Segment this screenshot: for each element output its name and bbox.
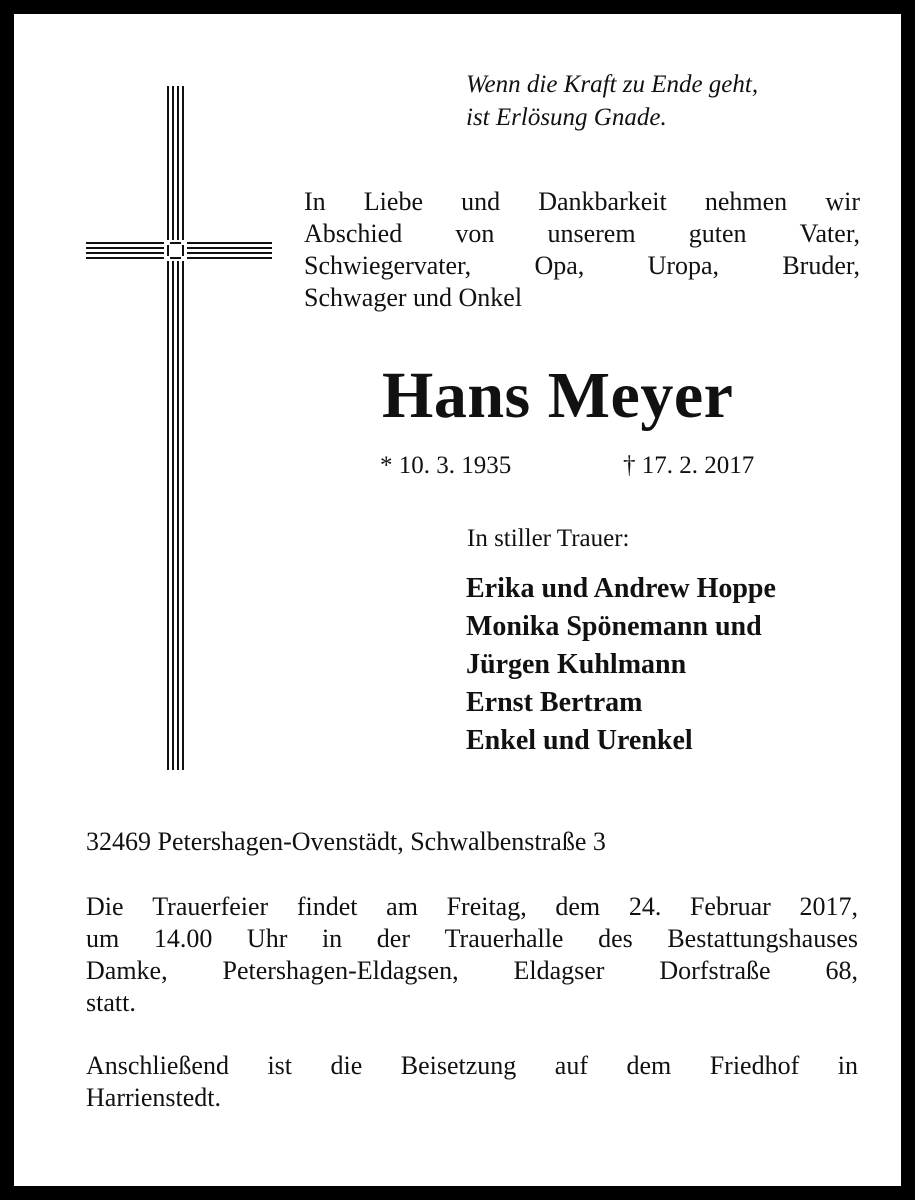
motto	[466, 68, 856, 134]
ceremony-text	[86, 891, 858, 1019]
burial-text	[86, 1050, 858, 1114]
ceremony-word: Die	[86, 892, 124, 921]
ceremony-word: Trauerfeier	[152, 892, 269, 921]
burial-word: die	[330, 1051, 363, 1080]
burial-word: ist	[267, 1051, 293, 1080]
intro-word: Opa,	[534, 251, 585, 280]
ceremony-word: der	[376, 924, 410, 953]
motto-line: ist Erlösung Gnade.	[466, 104, 667, 131]
deceased-name: Hans Meyer	[382, 359, 734, 432]
mourner-name: Enkel und Urenkel	[466, 725, 693, 756]
burial-word: Anschließend	[86, 1051, 229, 1080]
ceremony-word: dem	[555, 892, 601, 921]
mourner-name: Jürgen Kuhlmann	[466, 649, 687, 680]
address-line: 32469 Petershagen-Ovenstädt, Schwalbenstraße 3	[86, 827, 606, 856]
intro-text	[304, 186, 860, 314]
ceremony-word: Petershagen-Eldagsen,	[222, 956, 459, 985]
intro-word: Abschied	[304, 219, 403, 248]
death-date: † 17. 2. 2017	[623, 452, 755, 479]
mourner-name: Monika Spönemann und	[466, 611, 762, 642]
ceremony-word: in	[321, 924, 343, 953]
latin-cross-icon	[84, 86, 274, 770]
intro-word: Vater,	[799, 219, 860, 248]
ceremony-word: 2017,	[799, 892, 858, 921]
intro-word: Uropa,	[647, 251, 720, 280]
ceremony-word: um	[86, 924, 120, 953]
intro-word: wir	[825, 187, 860, 216]
ceremony-word: Uhr	[246, 924, 288, 953]
ceremony-word: Freitag,	[446, 892, 527, 921]
burial-line: Harrienstedt.	[86, 1083, 222, 1112]
intro-word: guten	[688, 219, 747, 248]
motto-line: Wenn die Kraft zu Ende geht,	[466, 71, 759, 98]
burial-word: dem	[626, 1051, 672, 1080]
intro-word: Schwiegervater,	[304, 251, 472, 280]
intro-word: und	[461, 187, 501, 216]
ceremony-word: des	[598, 924, 633, 953]
ceremony-word: Eldagser	[513, 956, 605, 985]
intro-word: unserem	[547, 219, 636, 248]
address	[86, 826, 858, 858]
ceremony-word: am	[386, 892, 418, 921]
mourners-label: In stiller Trauer:	[467, 525, 630, 552]
mourner-name: Ernst Bertram	[466, 687, 643, 718]
ceremony-word: 68,	[825, 956, 858, 985]
intro-word: In	[304, 187, 326, 216]
ceremony-word: 14.00	[153, 924, 213, 953]
intro-line: Schwager und Onkel	[304, 283, 523, 312]
burial-word: Friedhof	[709, 1051, 800, 1080]
ceremony-word: findet	[296, 892, 358, 921]
birth-date: * 10. 3. 1935	[380, 452, 512, 479]
burial-word: Beisetzung	[400, 1051, 517, 1080]
ceremony-word: Damke,	[86, 956, 168, 985]
ceremony-word: Trauerhalle	[444, 924, 564, 953]
mourners-list	[466, 570, 776, 760]
ceremony-word: 24.	[628, 892, 662, 921]
intro-word: Liebe	[363, 187, 423, 216]
intro-word: nehmen	[704, 187, 788, 216]
intro-word: von	[455, 219, 495, 248]
mourner-name: Erika und Andrew Hoppe	[466, 573, 776, 604]
ceremony-word: Dorfstraße	[659, 956, 771, 985]
ceremony-line: statt.	[86, 988, 136, 1017]
ceremony-word: Februar	[689, 892, 771, 921]
burial-word: auf	[554, 1051, 588, 1080]
ceremony-word: Bestattungshauses	[667, 924, 858, 953]
intro-word: Dankbarkeit	[538, 187, 667, 216]
burial-word: in	[837, 1051, 858, 1080]
intro-word: Bruder,	[782, 251, 860, 280]
